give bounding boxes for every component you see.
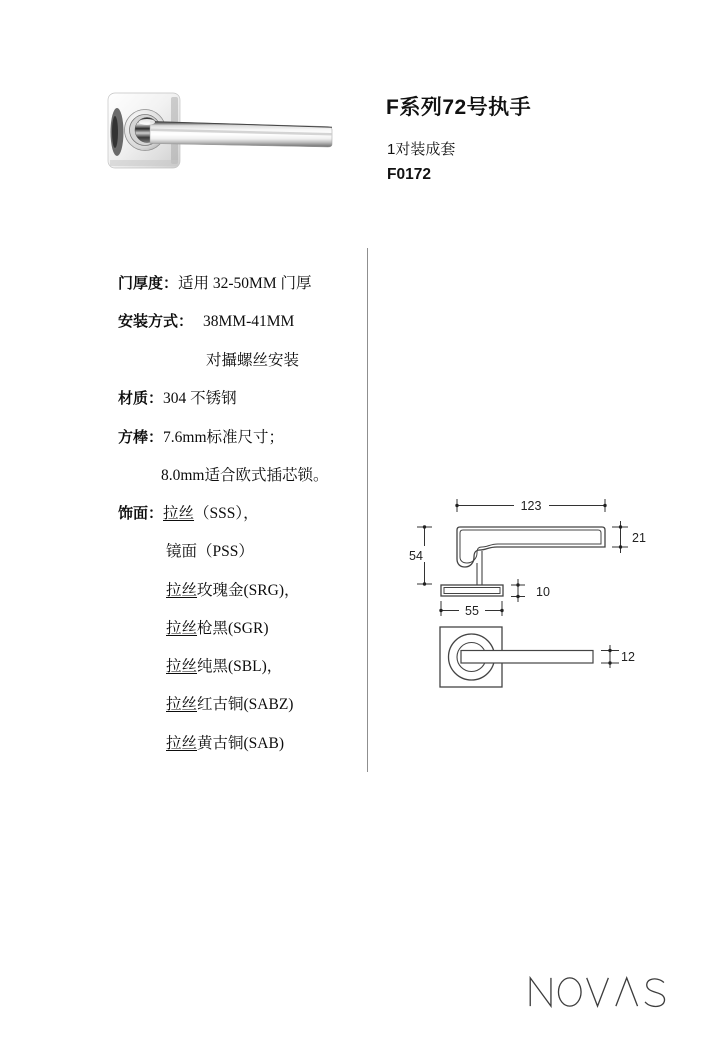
spec-finish-sbl: 拉丝纯黑(SBL)， xyxy=(166,658,283,675)
spec-label: 门厚度： xyxy=(118,275,179,292)
spec-label: 饰面： xyxy=(118,505,164,522)
product-photo xyxy=(93,70,338,220)
spec-spindle-2: 8.0mm适合欧式插芯锁。 xyxy=(161,467,329,484)
spec-spindle: 方棒：7.6mm标准尺寸； xyxy=(118,429,285,446)
logo-letter-n xyxy=(530,978,551,1006)
dim-rose-thickness: 10 xyxy=(536,585,550,599)
spec-install-method: 安装方式： 38MM-41MM xyxy=(118,313,295,330)
dim-lever-height: 12 xyxy=(621,650,635,664)
spec-finish-sss: 饰面：拉丝（SSS）， xyxy=(118,505,259,522)
brand-logo xyxy=(527,976,669,1008)
spec-finish-pss: 镜面（PSS） xyxy=(166,543,254,560)
logo-letter-o xyxy=(558,978,581,1006)
dim-length: 123 xyxy=(520,499,542,513)
product-subtitle: 1对装成套 xyxy=(387,141,456,158)
dim-lever-thickness: 21 xyxy=(632,531,646,545)
dim-height: 54 xyxy=(409,549,423,563)
lever-side-outline xyxy=(457,527,605,567)
logo-letter-s xyxy=(645,979,664,1007)
page-title: F系列72号执手 xyxy=(386,96,532,119)
spec-finish-sabz: 拉丝红古铜(SABZ) xyxy=(166,696,294,713)
spec-door-thickness: 门厚度：适用 32-50MM 门厚 xyxy=(118,275,312,292)
spec-finish-sgr: 拉丝枪黑(SGR) xyxy=(166,620,269,637)
spec-label: 材质： xyxy=(118,390,164,407)
dim-rose-width: 55 xyxy=(465,604,479,618)
lever-front-outline xyxy=(461,651,593,664)
spec-material: 材质：304 不锈钢 xyxy=(118,390,237,407)
spec-install-method-2: 对攝螺丝安装 xyxy=(206,352,300,369)
spec-finish-sab: 拉丝黄古铜(SAB) xyxy=(166,735,284,752)
spec-label: 安装方式： xyxy=(118,313,194,330)
rose-side-outline xyxy=(441,585,503,596)
spec-finish-srg: 拉丝玫瑰金(SRG)， xyxy=(166,582,300,599)
vertical-divider xyxy=(367,248,368,772)
technical-drawing xyxy=(395,488,665,728)
logo-letter-a xyxy=(616,978,638,1006)
product-model-code: F0172 xyxy=(387,166,431,183)
spec-label: 方棒： xyxy=(118,429,164,446)
logo-letter-v xyxy=(587,978,609,1006)
